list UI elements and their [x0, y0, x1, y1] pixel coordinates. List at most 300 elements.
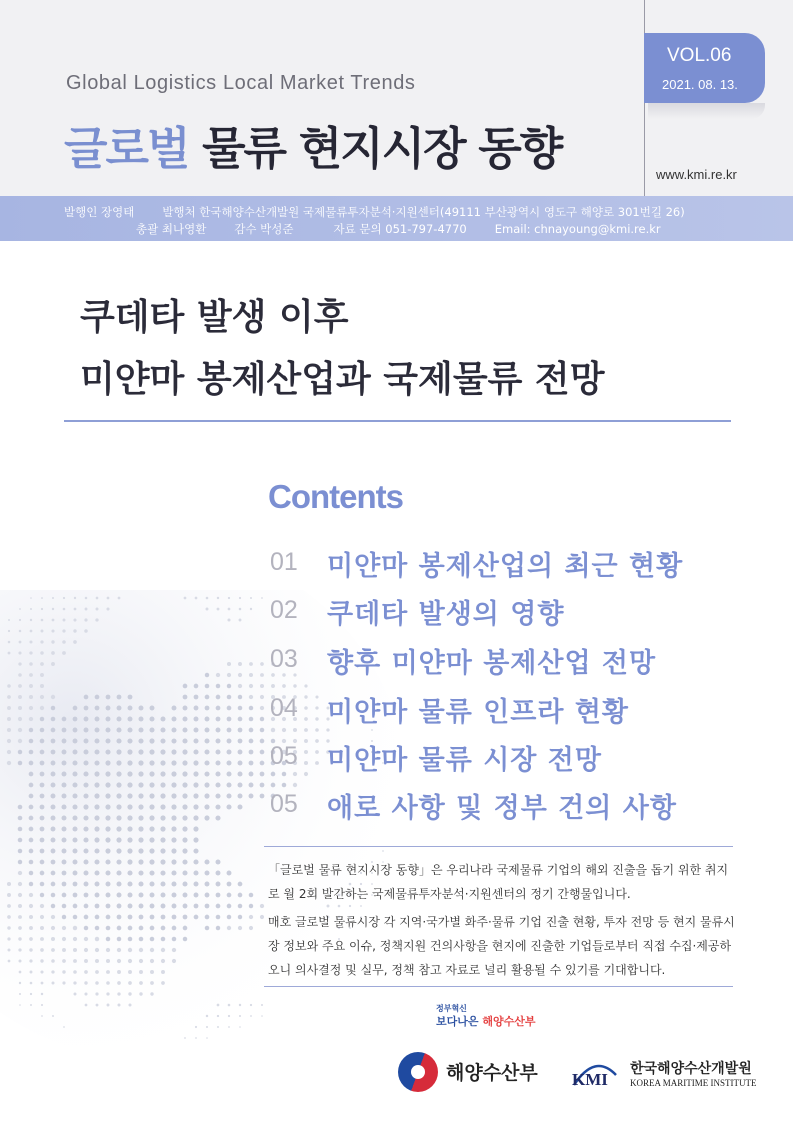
globe-dot — [194, 717, 199, 722]
globe-dot — [194, 695, 199, 700]
globe-dot — [128, 948, 132, 952]
slogan-small: 정부혁신 — [436, 1004, 467, 1013]
globe-dot — [95, 970, 99, 974]
globe-dot — [249, 739, 254, 744]
globe-dot — [83, 760, 88, 765]
globe-dot — [72, 771, 77, 776]
globe-dot — [194, 684, 199, 689]
globe-dot — [19, 993, 21, 995]
globe-dot — [161, 948, 165, 952]
globe-dot — [62, 926, 66, 930]
globe-dot — [182, 727, 187, 732]
globe-dot — [149, 848, 154, 853]
globe-dot — [249, 893, 254, 898]
globe-dot — [29, 827, 34, 832]
toc-label: 미얀마 물류 인프라 현황 — [327, 697, 630, 728]
globe-dot — [51, 695, 55, 699]
globe-dot — [116, 815, 121, 820]
globe-dot — [51, 728, 56, 733]
globe-dot — [160, 870, 165, 875]
globe-dot — [182, 815, 187, 820]
globe-dot — [149, 727, 154, 732]
globe-dot — [29, 915, 33, 919]
globe-dot — [106, 937, 110, 941]
globe-dot — [227, 750, 232, 755]
globe-dot — [19, 1004, 21, 1006]
globe-dot — [216, 904, 221, 909]
globe-dot — [29, 684, 33, 688]
globe-dot — [62, 948, 66, 952]
globe-dot — [96, 1004, 99, 1007]
globe-dot — [139, 970, 143, 974]
globe-dot — [72, 793, 77, 798]
globe-dot — [118, 597, 121, 600]
globe-dot — [18, 761, 23, 766]
globe-dot — [227, 662, 231, 666]
globe-dot — [62, 937, 66, 941]
globe-dot — [150, 706, 155, 711]
supervisor: 감수 박성준 — [234, 222, 294, 236]
globe-dot — [18, 750, 22, 754]
globe-dot — [84, 915, 89, 920]
globe-dot — [62, 893, 67, 898]
globe-dot — [228, 608, 231, 611]
globe-dot — [18, 706, 22, 710]
globe-dot — [62, 772, 67, 777]
globe-dot — [161, 970, 165, 974]
globe-dot — [206, 1026, 208, 1028]
globe-dot — [150, 970, 154, 974]
globe-dot — [29, 926, 33, 930]
globe-dot — [7, 684, 11, 688]
globe-dot — [94, 749, 99, 754]
globe-dot — [40, 805, 45, 810]
globe-dot — [182, 881, 187, 886]
globe-dot — [73, 706, 78, 711]
globe-dot — [51, 794, 56, 799]
director: 총괄 최나영환 — [136, 222, 207, 236]
globe-dot — [72, 760, 77, 765]
headline-rule — [64, 420, 731, 422]
globe-dot — [160, 826, 165, 831]
globe-dot — [382, 850, 384, 852]
globe-dot — [315, 728, 319, 732]
globe-dot — [215, 782, 220, 787]
contact-email[interactable]: Email: chnayoung@kmi.re.kr — [494, 222, 661, 236]
globe-dot — [250, 597, 252, 599]
globe-dot — [29, 904, 33, 908]
globe-dot — [160, 881, 165, 886]
globe-dot — [215, 859, 220, 864]
globe-dot — [19, 960, 22, 963]
globe-dot — [95, 618, 98, 621]
globe-dot — [205, 673, 209, 677]
globe-dot — [239, 1026, 241, 1028]
globe-dot — [206, 608, 209, 611]
globe-dot — [161, 893, 166, 898]
globe-dot — [8, 630, 10, 632]
globe-dot — [172, 893, 177, 898]
globe-dot — [29, 651, 32, 654]
globe-dot — [282, 783, 287, 788]
globe-dot — [94, 804, 99, 809]
globe-dot — [304, 717, 308, 721]
globe-dot — [127, 749, 132, 754]
mof-name: 해양수산부 — [446, 1062, 538, 1084]
globe-dot — [204, 804, 209, 809]
globe-dot — [171, 782, 176, 787]
globe-dot — [261, 1004, 263, 1006]
globe-dot — [116, 793, 121, 798]
publisher-line-2 — [136, 221, 661, 237]
globe-dot — [7, 739, 11, 743]
headline-line-2: 미얀마 봉제산업과 국제물류 전망 — [80, 359, 605, 400]
globe-dot — [127, 771, 132, 776]
globe-dot — [193, 793, 198, 798]
globe-dot — [73, 618, 76, 621]
globe-dot — [74, 993, 77, 996]
globe-dot — [260, 673, 264, 677]
globe-dot — [249, 926, 253, 930]
globe-dot — [85, 1004, 88, 1007]
globe-dot — [217, 597, 219, 599]
globe-dot — [8, 652, 11, 655]
globe-dot — [105, 837, 110, 842]
globe-dot — [51, 816, 56, 821]
globe-dot — [72, 782, 77, 787]
globe-dot — [51, 827, 56, 832]
description-paragraph-1: 「글로벌 물류 현지시장 동향」은 우리나라 국제물류 기업의 해외 진출을 돕기 위한 취지로 월 2회 발간하는 국제물류투자분석·지원센터의 정기 간행물입니다. — [268, 863, 729, 901]
globe-dot — [40, 662, 44, 666]
globe-dot — [51, 871, 56, 876]
globe-dot — [40, 827, 45, 832]
globe-dot — [40, 761, 45, 766]
globe-dot — [216, 915, 221, 920]
globe-dot — [183, 937, 188, 942]
globe-dot — [40, 772, 45, 777]
globe-dot — [138, 793, 143, 798]
globe-dot — [127, 815, 132, 820]
globe-dot — [117, 948, 121, 952]
globe-dot — [127, 727, 132, 732]
globe-dot — [84, 904, 89, 909]
toc-number: 05 — [270, 790, 298, 818]
globe-dot — [160, 727, 165, 732]
globe-dot — [160, 848, 165, 853]
globe-dot — [127, 782, 132, 787]
globe-dot — [228, 1004, 231, 1007]
globe-dot — [193, 771, 198, 776]
globe-dot — [315, 695, 318, 698]
toc-number: 04 — [270, 694, 298, 722]
globe-dot — [249, 695, 253, 699]
globe-dot — [117, 926, 122, 931]
globe-dot — [315, 750, 319, 754]
globe-dot — [106, 992, 109, 995]
globe-dot — [18, 662, 21, 665]
globe-dot — [216, 717, 221, 722]
globe-dot — [19, 608, 21, 610]
globe-dot — [128, 706, 133, 711]
globe-dot — [74, 597, 76, 599]
globe-dot — [205, 717, 210, 722]
globe-dot — [238, 893, 243, 898]
globe-dot — [150, 926, 155, 931]
globe-dot — [95, 915, 100, 920]
globe-dot — [116, 848, 121, 853]
globe-dot — [106, 607, 109, 610]
globe-dot — [40, 838, 45, 843]
globe-dot — [193, 859, 198, 864]
globe-dot — [95, 981, 99, 985]
toc-label: 쿠데타 발생의 영향 — [327, 599, 565, 630]
globe-dot — [19, 982, 21, 984]
globe-dot — [61, 793, 66, 798]
globe-dot — [117, 915, 122, 920]
globe-dot — [105, 727, 110, 732]
globe-dot — [250, 608, 252, 610]
globe-dot — [62, 640, 66, 644]
globe-dot — [51, 915, 55, 919]
globe-dot — [139, 959, 143, 963]
toc-label: 미얀마 봉제산업의 최근 현황 — [327, 551, 684, 582]
globe-dot — [41, 608, 43, 610]
logo-area — [380, 1000, 780, 1100]
globe-dot — [250, 1015, 252, 1017]
globe-dot — [63, 608, 66, 611]
globe-dot — [149, 826, 154, 831]
globe-dot — [127, 859, 132, 864]
globe-dot — [52, 982, 55, 985]
kmi-abbr: KMI — [572, 1070, 608, 1089]
globe-dot — [40, 717, 45, 722]
globe-dot — [106, 970, 110, 974]
globe-dot — [293, 772, 297, 776]
globe-dot — [149, 716, 154, 721]
globe-dot — [171, 848, 176, 853]
volume-number: VOL.06 — [667, 45, 732, 66]
globe-dot — [171, 760, 176, 765]
globe-dot — [194, 882, 199, 887]
globe-dot — [260, 717, 264, 721]
globe-dot — [293, 728, 297, 732]
globe-dot — [117, 893, 122, 898]
description-paragraph-2: 매호 글로벌 물류시장 각 지역·국가별 화주·물류 기업 진출 현황, 투자 전망 등 현지 물류시장 정보와 주요 이슈, 정책지원 건의사항을 현지에 진출한 기업들로부터 직접 수집·제공하오니 의사결정 및 실무, 정책 참고 자료로 널리 활용될 수 있기를 기대합니다. — [268, 915, 735, 977]
globe-dot — [51, 805, 56, 810]
kmi-eng-name: KOREA MARITIME INSTITUTE — [630, 1078, 757, 1088]
globe-dot — [183, 915, 188, 920]
globe-dot — [261, 597, 263, 599]
globe-dot — [30, 982, 33, 985]
globe-dot — [161, 915, 166, 920]
globe-dot — [105, 826, 110, 831]
globe-dot — [227, 915, 232, 920]
globe-dot — [160, 837, 165, 842]
website-link[interactable]: www.kmi.re.kr — [656, 167, 737, 182]
globe-dot — [139, 992, 142, 995]
globe-dot — [138, 771, 143, 776]
globe-dot — [29, 948, 32, 951]
globe-dot — [206, 597, 209, 600]
globe-dot — [205, 684, 210, 689]
globe-dot — [127, 804, 132, 809]
globe-dot — [19, 971, 22, 974]
globe-dot — [8, 960, 11, 963]
globe-dot — [73, 948, 77, 952]
toc-number: 01 — [270, 548, 298, 576]
globe-dot — [249, 761, 254, 766]
globe-dot — [18, 684, 22, 688]
globe-dot — [40, 937, 44, 941]
globe-dot — [29, 937, 33, 941]
globe-dot — [215, 749, 220, 754]
globe-dot — [171, 870, 176, 875]
globe-dot — [40, 860, 45, 865]
globe-dot — [117, 1003, 120, 1006]
globe-dot — [29, 706, 33, 710]
globe-dot — [160, 793, 165, 798]
globe-dot — [51, 750, 56, 755]
globe-dot — [138, 837, 143, 842]
globe-dot — [117, 970, 121, 974]
globe-dot — [116, 749, 121, 754]
globe-dot — [95, 706, 100, 711]
globe-dot — [107, 597, 110, 600]
globe-dot — [172, 904, 177, 909]
globe-dot — [204, 870, 209, 875]
globe-dot — [40, 728, 45, 733]
globe-dot — [7, 893, 11, 897]
globe-dot — [40, 970, 43, 973]
globe-dot — [249, 904, 253, 908]
globe-dot — [8, 641, 11, 644]
description-top-rule — [264, 846, 733, 847]
globe-dot — [52, 619, 55, 622]
globe-dot — [40, 926, 44, 930]
globe-dot — [94, 793, 99, 798]
globe-dot — [116, 881, 121, 886]
globe-dot — [30, 608, 32, 610]
globe-dot — [41, 597, 43, 599]
globe-dot — [239, 1015, 241, 1017]
globe-dot — [171, 804, 176, 809]
globe-dot — [83, 859, 88, 864]
globe-dot — [84, 739, 89, 744]
globe-dot — [193, 749, 198, 754]
globe-dot — [8, 619, 10, 621]
globe-dot — [238, 739, 243, 744]
globe-dot — [83, 793, 88, 798]
globe-dot — [304, 695, 307, 698]
globe-dot — [117, 981, 121, 985]
globe-dot — [160, 804, 165, 809]
toc-label: 미얀마 물류 시장 전망 — [327, 745, 602, 776]
main-title — [64, 112, 561, 177]
globe-dot — [216, 739, 221, 744]
globe-dot — [84, 629, 88, 633]
globe-dot — [105, 760, 110, 765]
globe-dot — [204, 771, 209, 776]
globe-dot — [128, 959, 132, 963]
main-title-rest: 물류 현지시장 동향 — [188, 122, 562, 175]
globe-dot — [83, 848, 88, 853]
globe-dot — [182, 870, 187, 875]
globe-dot — [227, 695, 232, 700]
globe-dot — [18, 904, 22, 908]
globe-dot — [63, 619, 66, 622]
globe-dot — [216, 673, 220, 677]
globe-dot — [182, 749, 187, 754]
globe-dot — [117, 937, 122, 942]
globe-dot — [18, 717, 22, 721]
globe-dot — [62, 651, 66, 655]
globe-dot — [150, 937, 155, 942]
globe-dot — [182, 782, 187, 787]
issue-date: 2021. 08. 13. — [662, 77, 738, 92]
globe-dot — [52, 1015, 54, 1017]
globe-dot — [94, 859, 99, 864]
globe-dot — [73, 970, 77, 974]
globe-dot — [215, 815, 220, 820]
globe-dot — [216, 695, 221, 700]
globe-dot — [160, 716, 165, 721]
globe-dot — [193, 826, 198, 831]
globe-dot — [117, 992, 120, 995]
globe-dot — [40, 904, 44, 908]
globe-dot — [95, 893, 100, 898]
globe-dot — [116, 782, 121, 787]
globe-dot — [18, 651, 21, 654]
globe-dot — [29, 816, 34, 821]
globe-dot — [172, 937, 177, 942]
globe-dot — [205, 706, 210, 711]
globe-dot — [172, 948, 176, 952]
globe-dot — [106, 981, 110, 985]
globe-dot — [116, 859, 121, 864]
globe-dot — [227, 618, 230, 621]
globe-dot — [94, 870, 99, 875]
globe-dot — [238, 794, 243, 799]
globe-dot — [117, 717, 122, 722]
globe-dot — [106, 706, 111, 711]
globe-dot — [249, 706, 253, 710]
globe-dot — [83, 771, 88, 776]
globe-dot — [249, 750, 254, 755]
globe-dot — [51, 926, 55, 930]
globe-dot — [249, 684, 253, 688]
globe-dot — [40, 750, 45, 755]
globe-dot — [40, 849, 45, 854]
globe-dot — [62, 915, 66, 919]
globe-dot — [172, 926, 177, 931]
globe-dot — [106, 948, 110, 952]
globe-dot — [116, 826, 121, 831]
globe-dot — [73, 739, 78, 744]
globe-dot — [216, 728, 221, 733]
globe-dot — [149, 859, 154, 864]
globe-dot — [150, 893, 155, 898]
globe-dot — [149, 804, 154, 809]
globe-dot — [304, 684, 307, 687]
globe-dot — [95, 728, 100, 733]
globe-dot — [18, 739, 22, 743]
globe-dot — [194, 904, 199, 909]
globe-dot — [18, 816, 23, 821]
globe-dot — [204, 782, 209, 787]
globe-dot — [72, 837, 77, 842]
globe-dot — [293, 783, 297, 787]
globe-dot — [138, 749, 143, 754]
